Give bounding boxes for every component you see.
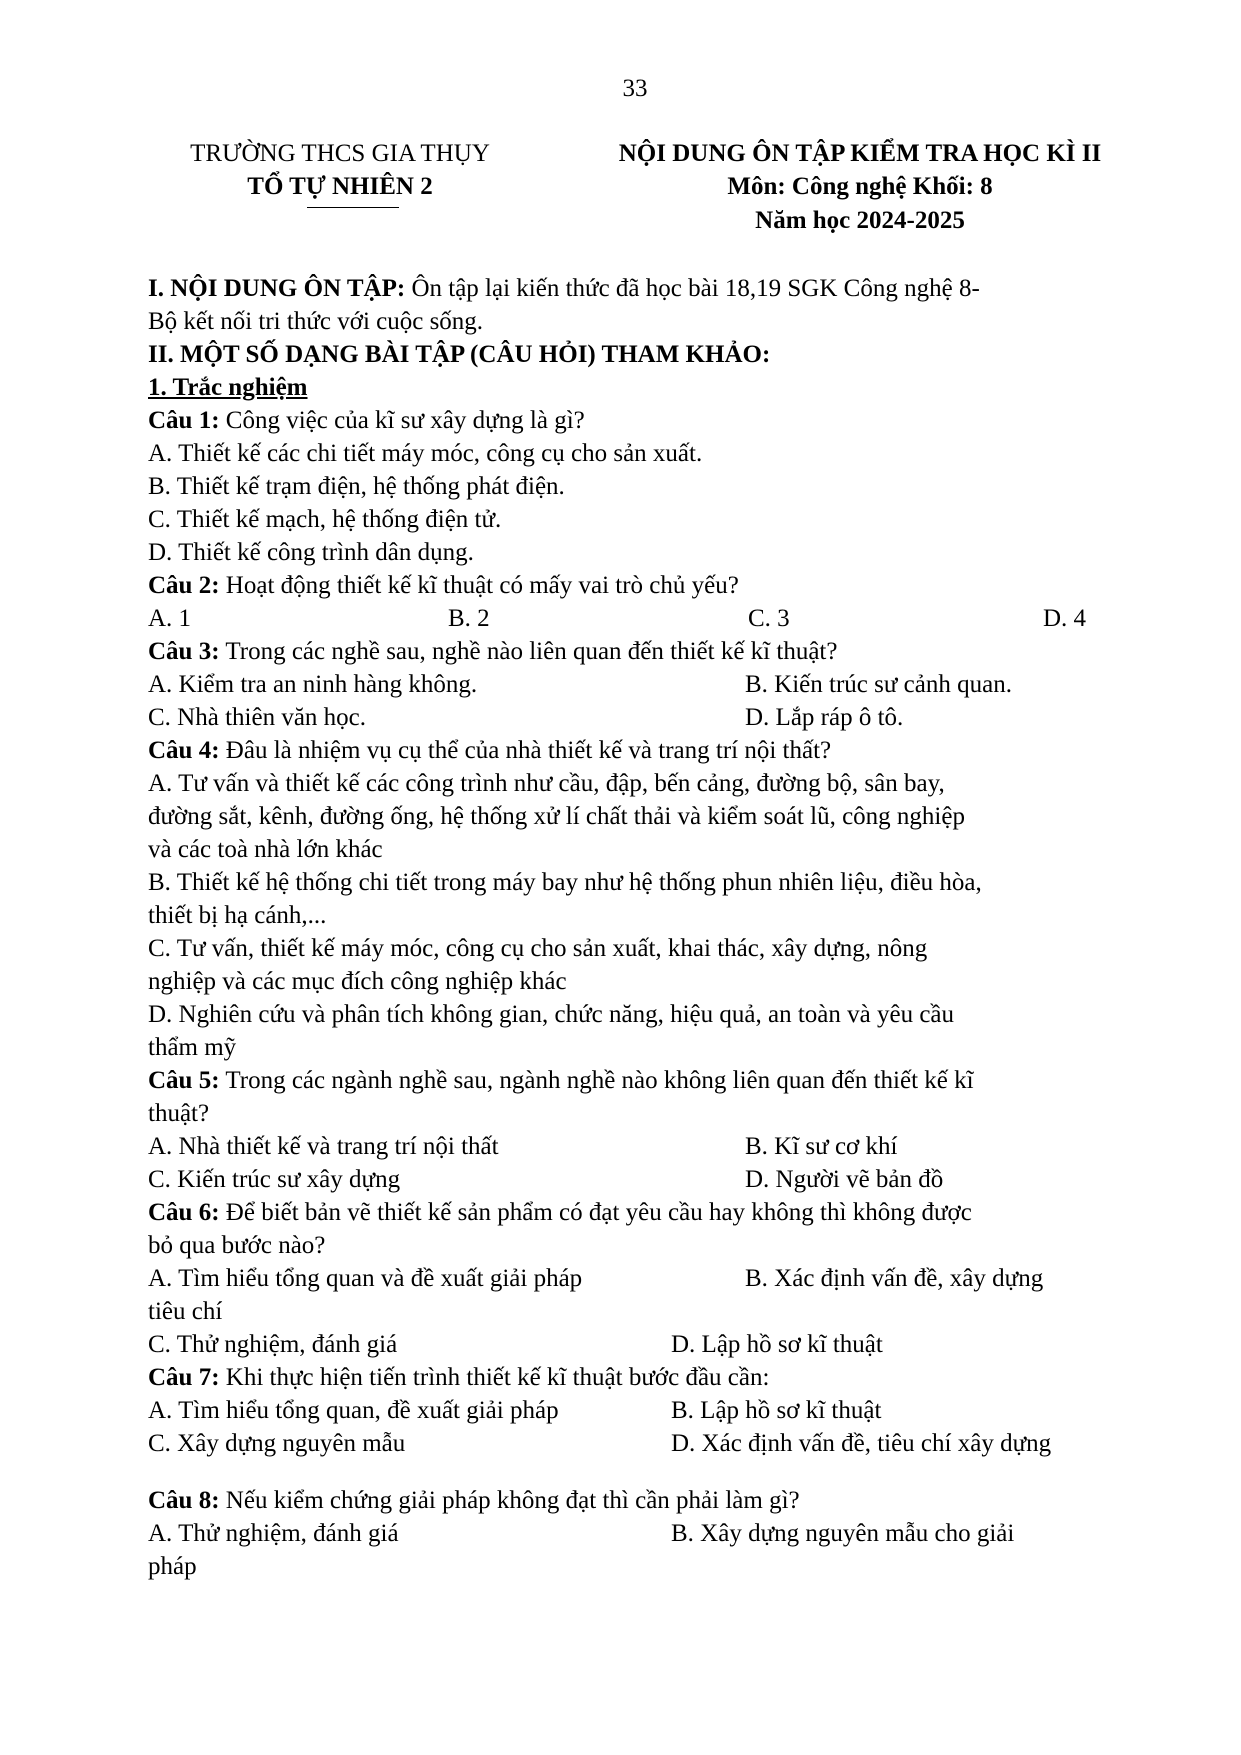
question-label: Câu 6: — [148, 1199, 220, 1226]
answer-option: D. Thiết kế công trình dân dụng. — [148, 539, 474, 566]
answer-options-row — [148, 1427, 1128, 1460]
answer-option: D. Người vẽ bản đồ — [745, 1166, 944, 1193]
answer-option: D. Xác định vấn đề, tiêu chí xây dựng — [671, 1430, 1052, 1457]
question-4 — [148, 734, 1128, 767]
answer-option: B. Xây dựng nguyên mẫu cho giải — [671, 1520, 1015, 1547]
answer-option-continued: thẩm mỹ — [148, 1034, 237, 1061]
answer-options-row — [148, 1328, 1128, 1361]
multiple-choice-heading-text: 1. Trắc nghiệm — [148, 374, 308, 401]
question-label: Câu 2: — [148, 572, 220, 599]
header-underline — [307, 207, 399, 208]
page-number: 33 — [622, 75, 648, 102]
question-text: Trong các ngành nghề sau, ngành nghề nào không liên quan đến thiết kế kĩ — [219, 1067, 974, 1094]
question-text: Hoạt động thiết kế kĩ thuật có mấy vai trò chủ yếu? — [219, 572, 739, 599]
answer-option: B. Xác định vấn đề, xây dựng — [745, 1265, 1044, 1292]
answer-option: C. Tư vấn, thiết kế máy móc, công cụ cho sản xuất, khai thác, xây dựng, nông — [148, 935, 928, 962]
answer-option: C. Thử nghiệm, đánh giá — [148, 1331, 398, 1358]
question-5 — [148, 1064, 1128, 1097]
document-body — [148, 272, 1128, 1583]
answer-option: B. Lập hồ sơ kĩ thuật — [671, 1397, 882, 1424]
question-label: Câu 4: — [148, 737, 220, 764]
answer-option-continued: pháp — [148, 1553, 197, 1580]
question-text: Khi thực hiện tiến trình thiết kế kĩ thuật bước đầu cần: — [219, 1364, 770, 1391]
question-6 — [148, 1196, 1128, 1229]
answer-option: B. Kiến trúc sư cảnh quan. — [745, 671, 1012, 698]
document-title: NỘI DUNG ÔN TẬP KIỂM TRA HỌC KÌ II — [618, 140, 1102, 167]
spacer — [148, 1460, 1128, 1484]
question-3 — [148, 635, 1128, 668]
question-label: Câu 8: — [148, 1487, 220, 1514]
answer-option: B. Kĩ sư cơ khí — [745, 1133, 898, 1160]
answer-option: A. Nhà thiết kế và trang trí nội thất — [148, 1133, 499, 1160]
question-8 — [148, 1484, 1128, 1517]
multiple-choice-heading — [148, 371, 1128, 404]
answer-options-row — [148, 1262, 1128, 1295]
answer-option: A. Tìm hiểu tổng quan, đề xuất giải pháp — [148, 1397, 559, 1424]
answer-options-row — [148, 1394, 1128, 1427]
answer-option: D. Lắp ráp ô tô. — [745, 704, 904, 731]
section1-text-continued: Bộ kết nối tri thức với cuộc sống. — [148, 308, 484, 335]
answer-option-continued: nghiệp và các mục đích công nghiệp khác — [148, 968, 567, 995]
answer-options-row — [148, 602, 1128, 635]
question-label: Câu 7: — [148, 1364, 220, 1391]
question-text-continued: thuật? — [148, 1100, 210, 1127]
answer-option-continued: thiết bị hạ cánh,... — [148, 902, 327, 929]
answer-option: A. Thiết kế các chi tiết máy móc, công cụ cho sản xuất. — [148, 440, 703, 467]
answer-option-continued: đường sắt, kênh, đường ống, hệ thống xử lí chất thải và kiểm soát lũ, công nghiệp — [148, 803, 965, 830]
question-text: Để biết bản vẽ thiết kế sản phẩm có đạt yêu cầu hay không thì không được — [219, 1199, 972, 1226]
answer-option: B. 2 — [448, 605, 490, 632]
question-text: Công việc của kĩ sư xây dựng là gì? — [219, 407, 585, 434]
answer-options-row — [148, 1163, 1128, 1196]
answer-option: D. Lập hồ sơ kĩ thuật — [671, 1331, 883, 1358]
section2-heading: II. MỘT SỐ DẠNG BÀI TẬP (CÂU HỎI) THAM KHẢO: — [148, 341, 771, 368]
answer-option: A. Thử nghiệm, đánh giá — [148, 1520, 399, 1547]
answer-option-continued: tiêu chí — [148, 1298, 223, 1325]
answer-option: D. 4 — [1043, 605, 1087, 632]
question-1 — [148, 404, 1128, 437]
question-label: Câu 5: — [148, 1067, 220, 1094]
question-7 — [148, 1361, 1128, 1394]
section1-heading: I. NỘI DUNG ÔN TẬP: — [148, 275, 406, 302]
answer-option: C. Thiết kế mạch, hệ thống điện tử. — [148, 506, 502, 533]
answer-options-row — [148, 701, 1128, 734]
section1-text: Ôn tập lại kiến thức đã học bài 18,19 SGK Công nghệ 8- — [405, 275, 980, 302]
answer-option: C. Xây dựng nguyên mẫu — [148, 1430, 406, 1457]
question-label: Câu 3: — [148, 638, 220, 665]
question-label: Câu 1: — [148, 407, 220, 434]
department-name: TỔ TỰ NHIÊN 2 — [247, 173, 433, 200]
answer-option: A. 1 — [148, 605, 192, 632]
answer-option: B. Thiết kế trạm điện, hệ thống phát điện. — [148, 473, 565, 500]
answer-option: D. Nghiên cứu và phân tích không gian, chức năng, hiệu quả, an toàn và yêu cầu — [148, 1001, 955, 1028]
question-2 — [148, 569, 1128, 602]
question-text: Đâu là nhiệm vụ cụ thể của nhà thiết kế và trang trí nội thất? — [219, 737, 832, 764]
answer-option: A. Kiểm tra an ninh hàng không. — [148, 671, 478, 698]
school-name: TRƯỜNG THCS GIA THỤY — [190, 140, 490, 167]
question-text: Trong các nghề sau, nghề nào liên quan đến thiết kế kĩ thuật? — [219, 638, 838, 665]
answer-options-row — [148, 1130, 1128, 1163]
answer-option: A. Tư vấn và thiết kế các công trình như cầu, đập, bến cảng, đường bộ, sân bay, — [148, 770, 945, 797]
school-year: Năm học 2024-2025 — [755, 207, 965, 234]
answer-option: C. Kiến trúc sư xây dựng — [148, 1166, 401, 1193]
question-text-continued: bỏ qua bước nào? — [148, 1232, 326, 1259]
answer-options-row — [148, 1517, 1128, 1550]
answer-option: C. 3 — [748, 605, 790, 632]
answer-option: A. Tìm hiểu tổng quan và đề xuất giải pháp — [148, 1265, 583, 1292]
answer-option: C. Nhà thiên văn học. — [148, 704, 367, 731]
subject-grade: Môn: Công nghệ Khối: 8 — [727, 173, 993, 200]
answer-options-row — [148, 668, 1128, 701]
section1-line — [148, 272, 1128, 305]
answer-option: B. Thiết kế hệ thống chi tiết trong máy bay như hệ thống phun nhiên liệu, điều hòa, — [148, 869, 982, 896]
answer-option-continued: và các toà nhà lớn khác — [148, 836, 383, 863]
question-text: Nếu kiểm chứng giải pháp không đạt thì cần phải làm gì? — [219, 1487, 800, 1514]
